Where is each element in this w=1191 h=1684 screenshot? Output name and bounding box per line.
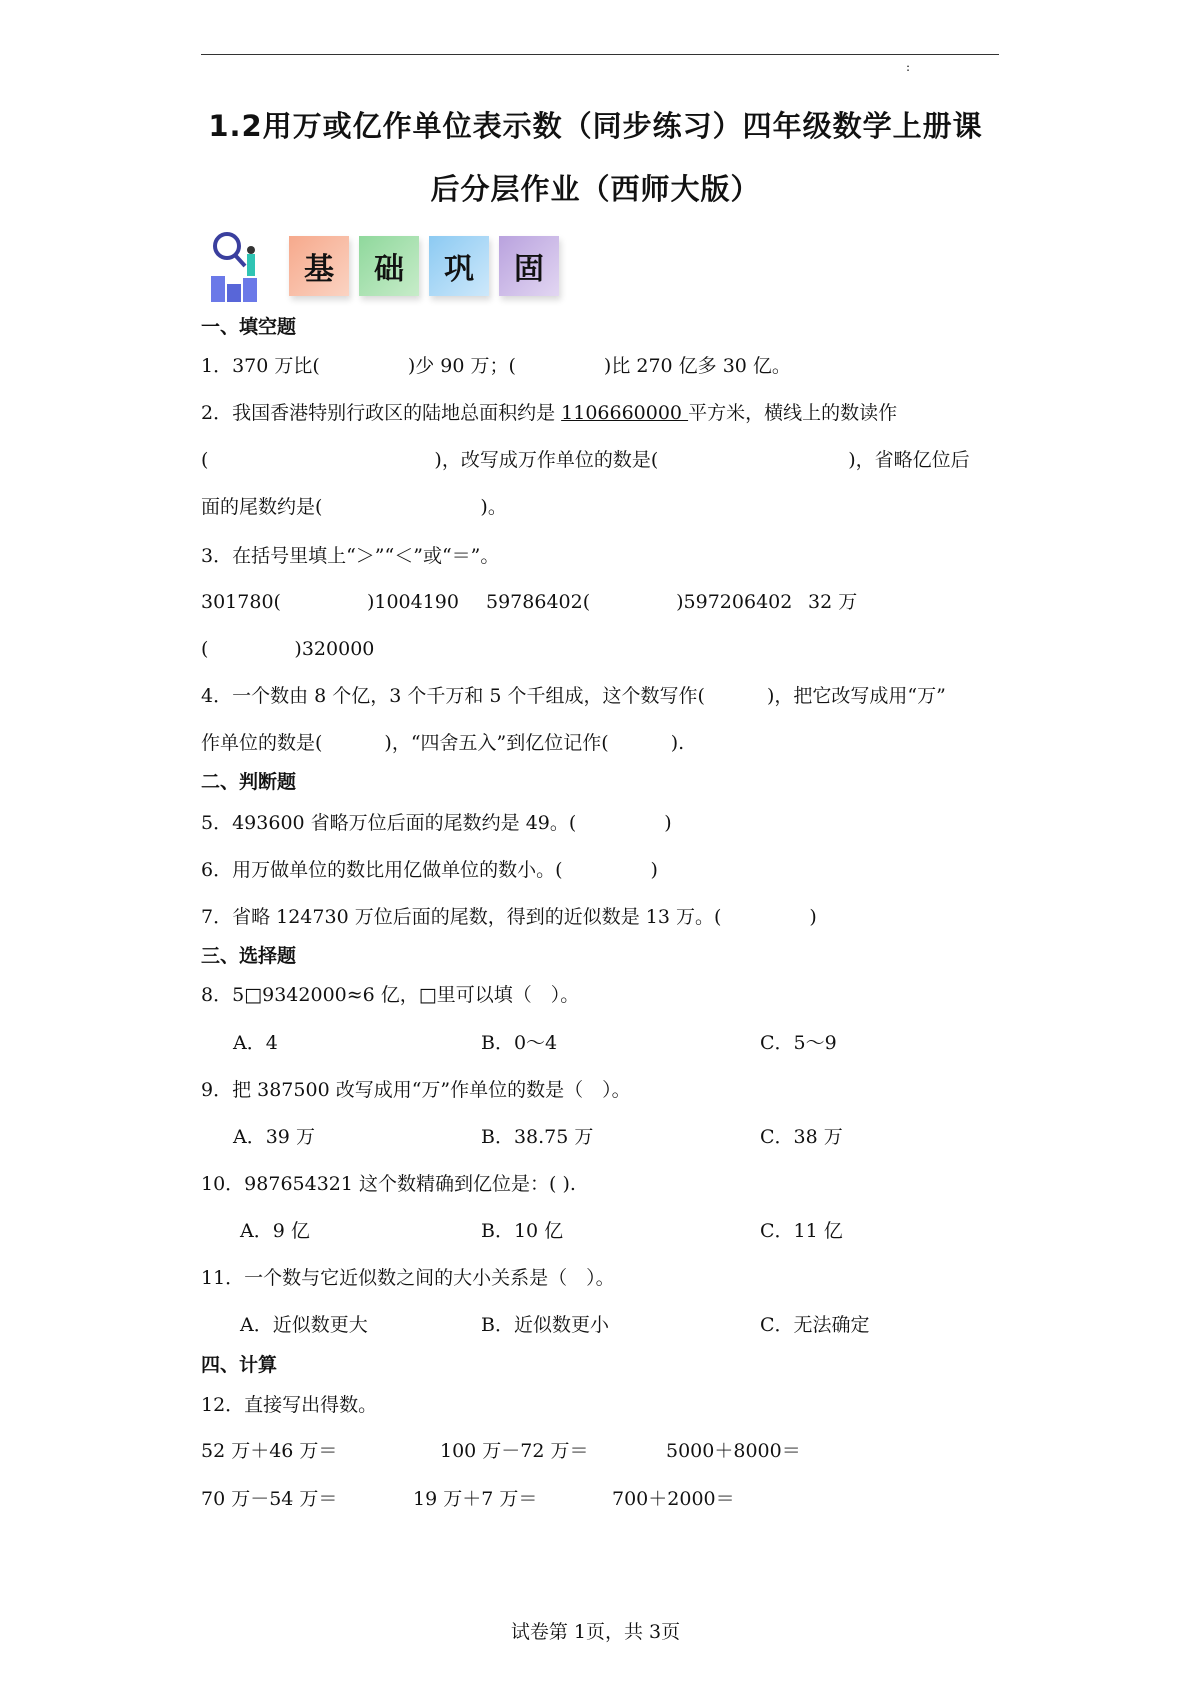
q4-text: )，把它改写成用“万”	[766, 685, 946, 707]
question-4	[201, 684, 946, 708]
q12-expression: 52 万＋46 万＝	[201, 1440, 338, 1462]
q12-expression: 70 万－54 万＝	[201, 1488, 338, 1510]
q10-option-a[interactable]: A．9 亿	[240, 1220, 310, 1242]
question-4-line-2	[201, 731, 684, 755]
question-3: 3．在括号里填上“＞”“＜”或“＝”。	[201, 545, 500, 567]
q12-expression: 19 万＋7 万＝	[413, 1488, 538, 1510]
question-2-line-3	[201, 495, 507, 519]
section-choice: 三、选择题	[201, 945, 297, 967]
q9-option-b[interactable]: B．38.75 万	[481, 1126, 594, 1148]
q2-text: )。	[480, 496, 507, 518]
q2-underlined-number: 1106660000	[561, 402, 689, 424]
q12-expression: 5000＋8000＝	[666, 1440, 801, 1462]
q6-text: 6．用万做单位的数比用亿做单位的数小。(	[201, 859, 563, 881]
question-12: 12．直接写出得数。	[201, 1394, 378, 1416]
banner-tile-chu: 础	[359, 236, 419, 296]
banner-tile-gu: 固	[499, 236, 559, 296]
question-6	[201, 858, 658, 882]
q8-option-c[interactable]: C．5～9	[760, 1032, 837, 1054]
q2-text: (	[201, 449, 209, 471]
section-fill-in: 一、填空题	[201, 316, 297, 338]
banner	[203, 228, 559, 304]
q1-text: 1．370 万比(	[201, 355, 320, 377]
q10-option-b[interactable]: B．10 亿	[481, 1220, 564, 1242]
banner-tile-ji: 基	[289, 236, 349, 296]
q12-expression: 700＋2000＝	[612, 1488, 735, 1510]
q9-option-c[interactable]: C．38 万	[760, 1126, 843, 1148]
q2-text: )，改写成万作单位的数是(	[434, 449, 659, 471]
q3-text: 301780(	[201, 591, 281, 613]
question-10: 10．987654321 这个数精确到亿位是：( ).	[201, 1173, 576, 1195]
question-2	[201, 401, 897, 425]
section-calculation: 四、计算	[201, 1354, 278, 1376]
q11-option-a[interactable]: A．近似数更大	[240, 1314, 368, 1336]
q10-option-c[interactable]: C．11 亿	[760, 1220, 843, 1242]
question-8: 8．5□9342000≈6 亿，□里可以填（ ）。	[201, 984, 580, 1006]
q2-text: 平方米，横线上的数读作	[688, 402, 898, 424]
q4-text: 4．一个数由 8 个亿，3 个千万和 5 个千组成，这个数写作(	[201, 685, 705, 707]
q3-text: (	[201, 638, 209, 660]
page-footer: 试卷第 1页，共 3页	[510, 1621, 681, 1643]
section-judgement: 二、判断题	[201, 771, 297, 793]
question-11: 11．一个数与它近似数之间的大小关系是（ ）。	[201, 1267, 615, 1289]
q6-text: )	[650, 859, 658, 881]
question-2-line-2	[201, 448, 999, 472]
q11-option-b[interactable]: B．近似数更小	[481, 1314, 609, 1336]
q3-text: )597206402	[676, 591, 793, 613]
q3-compare-b	[486, 590, 792, 614]
q3-text: )320000	[294, 638, 375, 660]
banner-tile-gong: 巩	[429, 236, 489, 296]
question-5	[201, 811, 672, 835]
q2-text: )，省略亿位后	[848, 449, 970, 471]
q9-option-a[interactable]: A．39 万	[233, 1126, 315, 1148]
q3-compare-c-cont	[201, 637, 374, 661]
q3-text: 59786402(	[486, 591, 591, 613]
question-9: 9．把 387500 改写成用“万”作单位的数是（ ）。	[201, 1079, 631, 1101]
title-line-2: 后分层作业（西师大版）	[430, 172, 761, 206]
q12-expression: 100 万－72 万＝	[440, 1440, 589, 1462]
q2-text: 面的尾数约是(	[201, 496, 323, 518]
q3-text: )1004190	[366, 591, 459, 613]
q5-text: 5．493600 省略万位后面的尾数约是 49。(	[201, 812, 577, 834]
q3-compare-a	[201, 590, 459, 614]
q3-compare-c: 32 万	[808, 591, 858, 613]
q4-text: 作单位的数是(	[201, 732, 323, 754]
q8-option-a[interactable]: A．4	[233, 1032, 278, 1054]
q11-option-c[interactable]: C．无法确定	[760, 1314, 870, 1336]
magnifier-person-icon	[203, 228, 279, 304]
header-rule	[201, 54, 999, 55]
q7-text: )	[809, 906, 817, 928]
q2-text: 2．我国香港特别行政区的陆地总面积约是	[201, 402, 562, 424]
q4-text: ).	[670, 732, 685, 754]
q8-option-b[interactable]: B．0～4	[481, 1032, 558, 1054]
q5-text: )	[664, 812, 672, 834]
question-7	[201, 905, 817, 929]
q1-text: )比 270 亿多 30 亿。	[603, 355, 791, 377]
q4-text: )，“四舍五入”到亿位记作(	[384, 732, 609, 754]
question-1	[201, 354, 791, 378]
q7-text: 7．省略 124730 万位后面的尾数，得到的近似数是 13 万。(	[201, 906, 722, 928]
q1-text: )少 90 万；(	[407, 355, 516, 377]
header-dots: :	[906, 60, 911, 74]
title-line-1: 1.2用万或亿作单位表示数（同步练习）四年级数学上册课	[208, 109, 983, 143]
